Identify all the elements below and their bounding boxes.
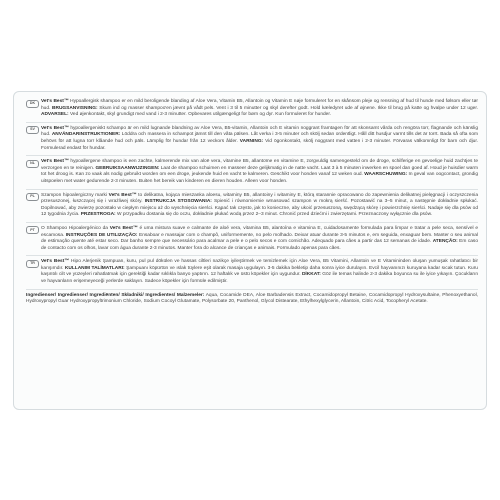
brand-name: Vet's Best™ — [109, 225, 138, 231]
brand-name: Vet's Best™ — [41, 259, 70, 265]
section-text-nl: Vet's Best™ hypoallergene shampoo is een zachte, kalmerende mix van aloë vera, vitamine B5, allantoïne en vitamine E, zorgvuldig samengesteld om de droge, schilferige en gevoelige huid zachtjes te verzorgen en te reinigen. GEBRUIKSAANWIJZINGEN: Laat de shampoo schuimen en masseer deze gelijkmatig in de natte vacht. Laat 3 à 5 minuten inwerken en spoel dan goed af. Houd je huisdier warm tot het droog is. Kan zo vaak als nodig gebruikt worden om een droge, jeukende huid en vacht te kalmeren. Geschikt voor honden vanaf 12 weken oud. WAARSCHUWING: In geval van oogcontact, grondig uitspoelen met water gedurende 2-3 minuten. Buiten het bereik van kinderen en dieren houden. Alleen voor honden. — [41, 159, 479, 184]
language-badge-sv: SV — [26, 126, 39, 134]
section-text-tr: Vet's Best™ Hipo Alerjenik Şampuan, kuru, pul pul dökülen ve hassas ciltleri nazikçe iyileştirmek ve temizlemek için Aloe Vera, B5 Vitamini, Allantoin ve E Vitamininden oluşan yumuşak rahatlatıcı bir karışımdır. KULLANIM TALİMATLARI: Şampuanı köpürtün ve ıslak tüylere eşit olarak masaja uygulayın. 3-5 dakika bekletip daha sonra iyice durulayın. Evcil hayvanınızı kuruyana kadar sıcak tutun. Kuru kaşıntılı cilt ve yüzeyleri rahatlatmak için gerektiği kadar sıklıkla banyo yaptırın. 12 haftalık ve üstü köpekler için uygundur. DİKKAT: Göz ile temas halinde 2-3 dakika boyunca su ile iyice yıkayın. Çocukların ve hayvanların erişemeyeceği yerlerde saklayın. Sadece köpekler için formüle edilmiştir. — [41, 259, 478, 285]
ingredients-list: Aqua, Cocamide DEA, Aloe Barbadensis Extract, Cocamidopropyl Betaine, Cocamidopropyl Hydroxysultaine, Phenoxyethanol, Hydroxypropyl Guar Hydroxypropyltrimonium Chloride, Sodium Cocoyl Glutamate, Polysorbate 20, Panthenol, Glycol Distearate, Ethylhexylglycerin, Allantoin, Citric Acid, Tocopheryl Acetate. — [26, 292, 478, 305]
section-dk — [26, 96, 478, 123]
language-badge-dk: DK — [26, 100, 39, 108]
ingredients-text — [26, 293, 478, 307]
brand-name: Vet's Best™ — [41, 159, 69, 165]
section-pt — [26, 223, 478, 256]
section-nl — [26, 156, 478, 189]
section-text-dk: Vet's Best™ Hypoallergisk shampoo er en mild beroligende blanding af Aloe Vera, Vitamin B5, Allantoin og Vitamin E nøje formuleret for en skånsom pleje og rensning af hud til hunde med følsom eller tør hud. BRUGSANVISNING: Skum ind og masser shampoo'en jævnt på vådt pels. Vent i 3 til 5 minutter og skyl derefter godt. Hold kæledyret ude af øjnene. Ikke til brug på katte og hvalpe under 12 uger. ADVARSEL: Ved øjenkontakt, skyl grundigt med vand i 2-3 minutter. Opbevares utilgængeligt for børn og dyr. Kun formuleret for hunder. — [41, 99, 479, 118]
ingredients-heading: Ingredienser/ Ingredienser/ Ingrediënten/ Składniki/ Ingredientes/ Malzemeler: — [26, 292, 205, 298]
section-tr — [26, 256, 478, 289]
product-label — [13, 91, 487, 410]
brand-name: Vet's Best™ — [108, 192, 137, 198]
brand-name: Vet's Best™ — [41, 99, 69, 104]
language-badge-nl: NL — [26, 160, 39, 168]
ingredients-section — [26, 290, 478, 310]
section-pl — [26, 190, 478, 223]
section-text-pt: O Shampoo Hipoalergénico da Vet's Best™ é uma mistura suave e calmante de aloé vera, vitamina B5, alantoína e vitamina E, cuidadosamente formulada para limpar e tratar a pele seca, sensível e escamosa. INSTRUÇÕES DE UTILIZAÇÃO: Ensaboar e massajar com o champô, uniformemente, no pelo molhado. Deixar atuar durante 3-5 minutos e, em seguida, enxaguar bem. Manter o seu animal de estimação quente até estar seco. Dar banho sempre que necessário para acalmar a pele e o pelo secos e com comichão. Adequado para cães a partir das 12 semanas de idade. ATENÇÃO: Em caso de contacto com os olhos, lavar com água durante 2-3 minutos. Manter fora do alcance de crianças e animais. Formulado apenas para cães. — [41, 225, 478, 251]
language-badge-tr: TR — [26, 260, 39, 268]
language-badge-pt: PT — [26, 226, 39, 234]
section-text-sv: Vet's Best™ hypoallergeniskt schampo är en mild lugnande blandning av Aloe Vera, B5-vitamin, Allantoin och E vitamin noggrant framtagen för att skonsamt vårda och rengöra torr, flagnande och känslig hud. ANVÄNDARINSTRUKTIONER: Löddra och massera in schampot jämnt till den våta pälsen. Låt verka i 3-5 minuter och skölj sedan ordentligt. Håll ditt husdjur varmt tills det är torrt. Bada så ofta som behövs för att lugna torr klåande hud och päls. Lämplig för hundar från 12 veckors ålder. VARNING: Vid ögonkontakt, skölj noggrant med vatten i 2-3 minuter. Förvaras välkomnligt för barn och djur. Formulerad endast för hundar. — [41, 125, 478, 151]
section-sv — [26, 123, 478, 156]
language-badge-pl: PL — [26, 193, 39, 201]
brand-name: Vet's Best™ — [41, 125, 69, 131]
section-text-pl: Szampon hipoalergiczny marki Vet's Best™ to delikatna, kojąca mieszanka aloesu, witaminy B5, allantoiny i witaminy E, którą starannie opracowano do zapewnienia delikatnej pielęgnacji i oczyszczenia przesuszonej, łuszczącej się i wrażliwej skóry. INSTRUKCJA STOSOWANIA: Spienić i równomiernie wmasować szampon w mokrą sierść. Pozostawić na 3–5 minut, a następnie dokładnie spłukać. Dopilnować, aby zwierzę pozostało w ciepłym miejscu aż do wyschnięcia sierści. Kąpać tak często, jak to konieczne, aby ukoić przesuszoną, swędzącą skórę i powierzchnię sierści. Nadaje się dla psów od 12 tygodnia życia. PRZESTROGA: W przypadku dostania się do oczu, dokładnie płukać wodą przez 2–3 minut. Chronić przed dziećmi i zwierzętami. Przeznaczony wyłącznie dla psów. — [41, 192, 478, 218]
